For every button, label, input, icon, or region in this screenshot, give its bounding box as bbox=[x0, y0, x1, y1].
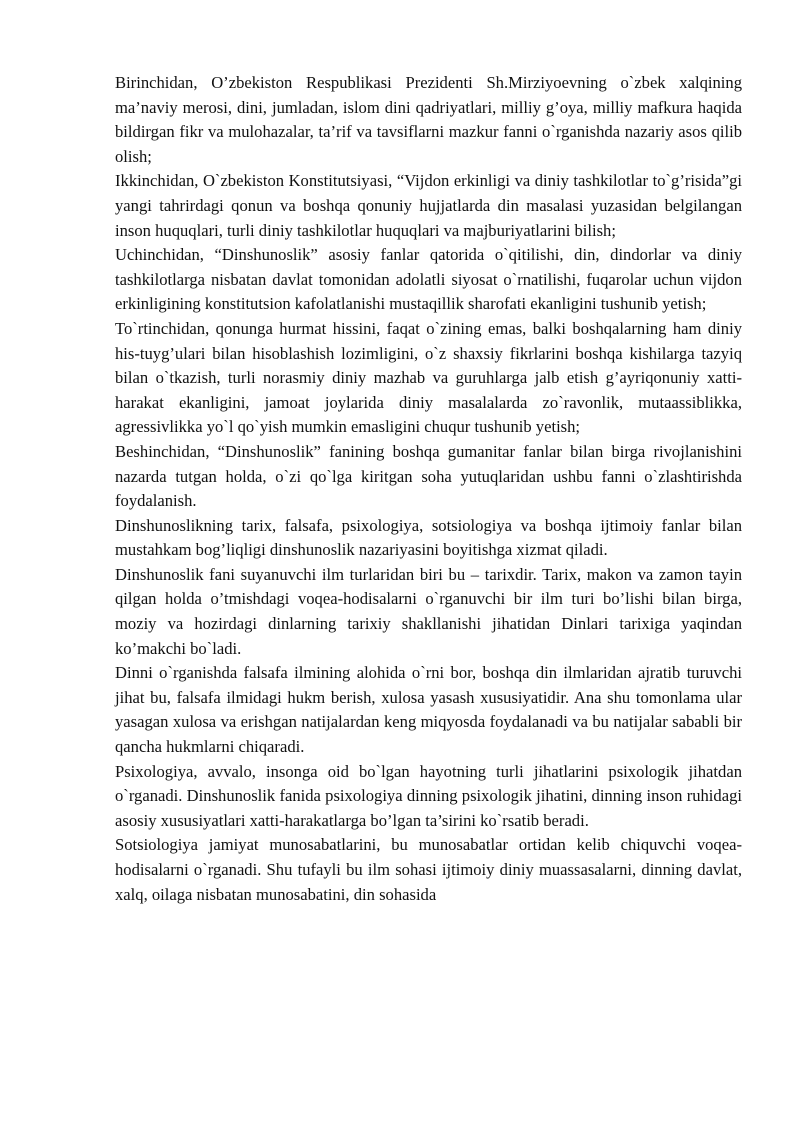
paragraph-beshinchidan: Beshinchidan, “Dinshunoslik” fanining boshqa gumanitar fanlar bilan birga rivojlanishini nazarda tutgan holda, o`zi qo`lga kiritgan soha yutuqlaridan ushbu fanni o`zlashtirishda foydalanish. bbox=[115, 441, 742, 511]
paragraph-psixologiya: Psixologiya, avvalo, insonga oid bo`lgan hayotning turli jihatlarini psixologik jihatdan o`rganadi. Dinshunoslik fanida psixologiya dinning psixologik jihatini, dinning inson ruhidagi asosiy xususiyatlari xatti-harakatlarga bo’lgan ta’sirini ko`rsatib beradi. bbox=[115, 761, 742, 830]
paragraph-birinchidan: Birinchidan, O’zbekiston Respublikasi Prezidenti Sh.Mirziyoevning o`zbek xalqining ma’naviy merosi, dini, jumladan, islom dini qadriyatlari, milliy g’oya, milliy mafkura haqida bildirgan fikr va mulohazalar, ta’rif va tavsiflarni mazkur fanni o`rganishda nazariy asos qilib olish; bbox=[115, 73, 742, 166]
paragraph-dinshunoslik-boglliqligi: Dinshunoslikning tarix, falsafa, psixologiya, sotsiologiya va boshqa ijtimoiy fanlar bilan mustahkam bog’liqligi dinshunoslik nazariyasini boyitishga xizmat qiladi. bbox=[115, 515, 742, 560]
paragraph-falsafa: Dinni o`rganishda falsafa ilmining alohida o`rni bor, boshqa din ilmlaridan ajratib turuvchi jihat bu, falsafa ilmidagi hukm berish, xulosa yasash xususiyatidir. Ana shu tomonlama ular yasagan xulosa va erishgan natijalardan keng miqyosda foydalanadi va bu natijalar sababli bir qancha hukmlarni chiqaradi. bbox=[115, 663, 742, 757]
document-body bbox=[115, 71, 742, 907]
paragraph-ikkinchidan: Ikkinchidan, O`zbekiston Konstitutsiyasi, “Vijdon erkinligi va diniy tashkilotlar to`g’risida”gi yangi tahrirdagi qonun va boshqa qonuniy hujjatlarda din masalasi yuzasidan belgilangan inson huquqlari, turli diniy tashkilotlar huquqlari va majburiyatlarini bilish; bbox=[115, 171, 742, 240]
paragraph-tarix: Dinshunoslik fani suyanuvchi ilm turlaridan biri bu – tarixdir. Tarix, makon va zamon tayin qilgan holda o’tmishdagi voqea-hodisalarni o`rganuvchi bir ilm turi bo’lishi bilan birga, moziy va hozirdagi dinlarning tarixiy shakllanishi jihatidan Dinlari tarixiga yaqindan ko’makchi bo`ladi. bbox=[115, 564, 742, 658]
paragraph-tortinchidan: To`rtinchidan, qonunga hurmat hissini, faqat o`zining emas, balki boshqalarning ham diniy his-tuyg’ulari bilan hisoblashish lozimligini, o`z shaxsiy fikrlarini boshqa kishilarga tazyiq bilan o`tkazish, turli norasmiy diniy mazhab va guruhlarga jalb etish g’ayriqonuniy xatti-harakat ekanligini, jamoat joylarida diniy masalalarda zo`ravonlik, mutaassiblikka, agressivlikka yo`l qo`yish mumkin emasligini chuqur tushunib yetish; bbox=[115, 318, 742, 437]
paragraph-sotsiologiya: Sotsiologiya jamiyat munosabatlarini, bu munosabatlar ortidan kelib chiquvchi voqea-hodisalarni o`rganadi. Shu tufayli bu ilm sohasi ijtimoiy diniy muassasalarni, dinning davlat, xalq, oilaga nisbatan munosabatini, din sohasida bbox=[115, 835, 742, 904]
paragraph-uchinchidan: Uchinchidan, “Dinshunoslik” asosiy fanlar qatorida o`qitilishi, din, dindorlar va diniy tashkilotlarga nisbatan davlat tomonidan adolatli siyosat o`rnatilishi, fuqarolar uchun vijdon erkinligining konstitutsion kafolatlanishi mustaqillik sharofati ekanligini tushunib yetish; bbox=[115, 245, 742, 314]
